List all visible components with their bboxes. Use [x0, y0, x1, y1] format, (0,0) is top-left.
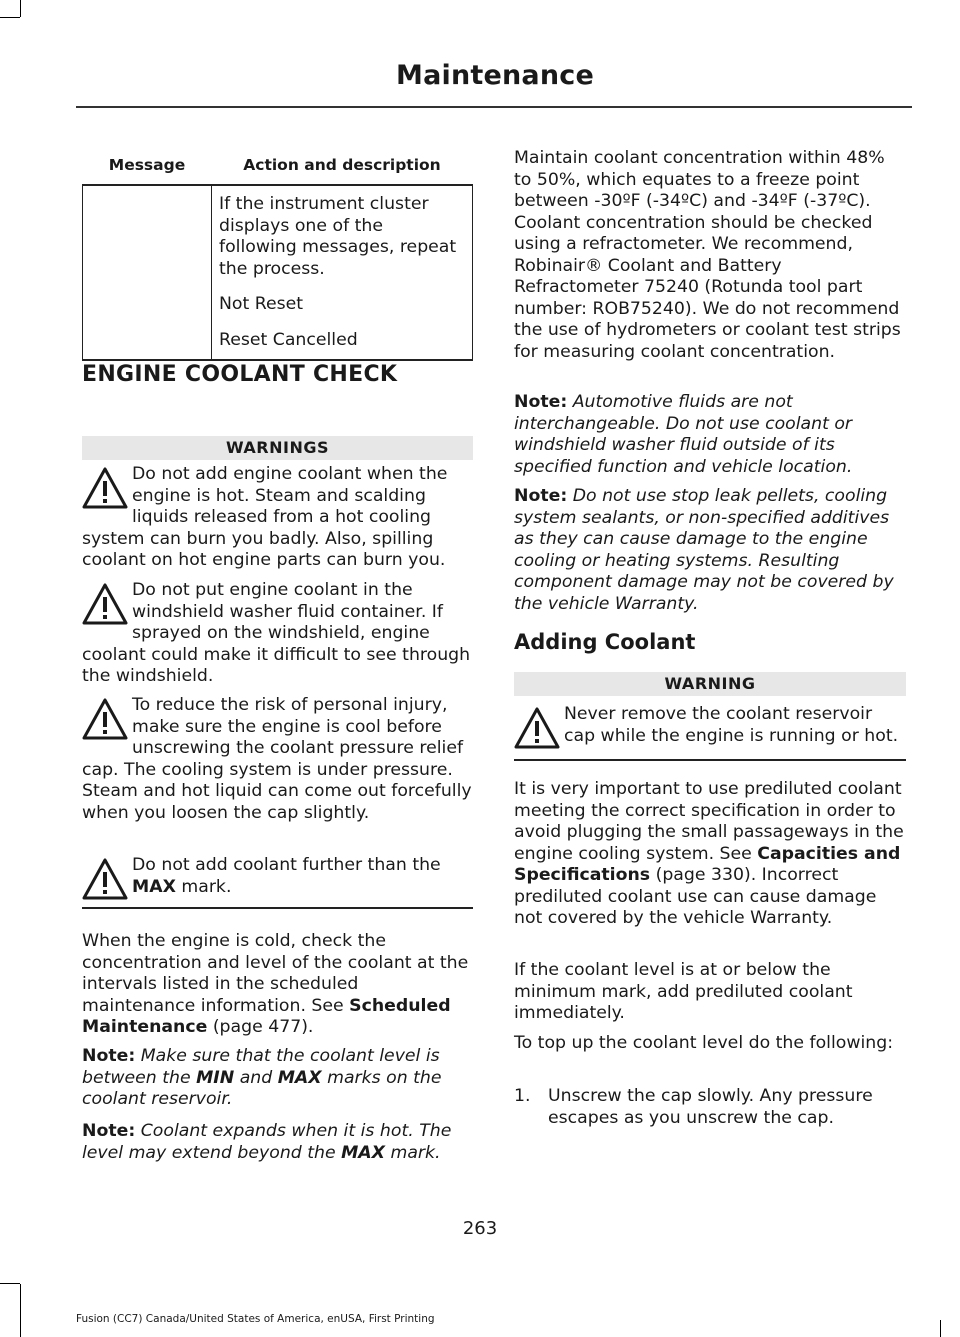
warning-text: To reduce the risk of personal injury, make sure the engine is cool before unscrewing the coolant pressure relief cap. The cooling system is under pressure. Steam and hot liquid can come out forcefully when you loosen the cap slightly. — [82, 695, 472, 823]
section-title-engine-coolant: ENGINE COOLANT CHECK — [82, 362, 398, 387]
page-number: 263 — [462, 1218, 498, 1239]
note: Note: Coolant expands when it is hot. The level may extend beyond the MAX mark. — [82, 1121, 452, 1163]
warning-triangle-icon — [82, 582, 128, 626]
warning-banner: WARNING — [514, 672, 906, 696]
step-number: 1. — [514, 1086, 531, 1106]
warning-triangle-icon — [82, 857, 128, 901]
header-rule — [76, 106, 912, 108]
action-line: Not Reset — [219, 294, 304, 314]
table-header-message: Message — [83, 146, 212, 185]
warning-text: Do not put engine coolant in the windshield washer fluid container. If sprayed on the windshield, engine coolant could make it difficult to see through the windshield. — [82, 580, 471, 686]
divider — [514, 759, 906, 761]
crop-mark — [940, 1320, 941, 1337]
divider — [82, 907, 473, 909]
warning-triangle-icon — [514, 706, 560, 750]
message-table — [82, 146, 473, 361]
warning-text: Do not add engine coolant when the engine is hot. Steam and scalding liquids released from a hot cooling system can burn you badly. Also, spilling coolant on hot engine parts can burn you. — [82, 464, 448, 570]
paragraph: To top up the coolant level do the following: — [514, 1033, 894, 1053]
paragraph: It is very important to use prediluted coolant meeting the correct specification in order to avoid plugging the small passageways in the engine cooling system. See Capacities and Specifications (page 330). Incorrect prediluted coolant use can cause damage not covered by the vehicle Warranty. — [514, 779, 904, 928]
link-capacities-specifications[interactable]: Capacities and Specifications — [514, 843, 901, 885]
note: Note: Do not use stop leak pellets, cooling system sealants, or non-specified additives as they can cause damage to the engine cooling or heating systems. Resulting component damage may not be covered by the vehicle Warranty. — [514, 486, 894, 614]
warning-triangle-icon — [82, 466, 128, 510]
warning-text: Never remove the coolant reservoir cap while the engine is running or hot. — [564, 704, 899, 746]
warning-item — [82, 695, 473, 824]
action-line: Reset Cancelled — [219, 329, 358, 350]
page-header-title: Maintenance — [396, 60, 594, 91]
crop-mark — [20, 1284, 21, 1337]
warning-item — [82, 855, 473, 901]
table-row — [83, 185, 473, 360]
action-line: If the instrument cluster displays one of the following messages, repeat the process. — [219, 194, 457, 279]
paragraph: When the engine is cold, check the concentration and level of the coolant at the intervals listed in the scheduled maintenance information. See Scheduled Maintenance (page 477). — [82, 931, 469, 1037]
warning-item — [82, 464, 473, 572]
note: Note: Make sure that the coolant level is between the MIN and MAX marks on the coolant reservoir. — [82, 1046, 442, 1109]
step-text: Unscrew the cap slowly. Any pressure escapes as you unscrew the cap. — [548, 1086, 873, 1128]
warning-triangle-icon — [82, 697, 128, 741]
table-cell-message — [83, 185, 212, 360]
warning-item — [514, 704, 906, 750]
crop-mark — [0, 17, 20, 18]
paragraph: Maintain coolant concentration within 48% to 50%, which equates to a freeze point between -30ºF (-34ºC) and -34ºF (-37ºC). Coolant concentration should be checked using a refractometer. We recommend, Robinair® Coolant and Battery Refractometer 75240 (Rotunda tool part number: ROB75240). We do not recommend the use of hydrometers or coolant test strips for measuring coolant concentration. — [514, 148, 901, 362]
warning-item — [82, 580, 473, 688]
note: Note: Automotive fluids are not interchangeable. Do not use coolant or windshield washer fluid outside of its specified function and vehicle location. — [514, 392, 853, 477]
warnings-banner: WARNINGS — [82, 436, 473, 460]
crop-mark — [0, 1283, 20, 1284]
link-scheduled-maintenance[interactable]: Scheduled Maintenance — [82, 995, 451, 1037]
section-title-adding-coolant: Adding Coolant — [514, 630, 696, 654]
crop-mark — [20, 0, 21, 17]
table-header-action: Action and description — [212, 146, 473, 185]
paragraph: If the coolant level is at or below the minimum mark, add prediluted coolant immediately. — [514, 960, 853, 1023]
footer-text: Fusion (CC7) Canada/United States of America, enUSA, First Printing — [76, 1313, 435, 1325]
numbered-step — [514, 1086, 906, 1129]
warning-text: Do not add coolant further than the MAX mark. — [132, 855, 441, 897]
table-cell-action — [212, 185, 473, 360]
